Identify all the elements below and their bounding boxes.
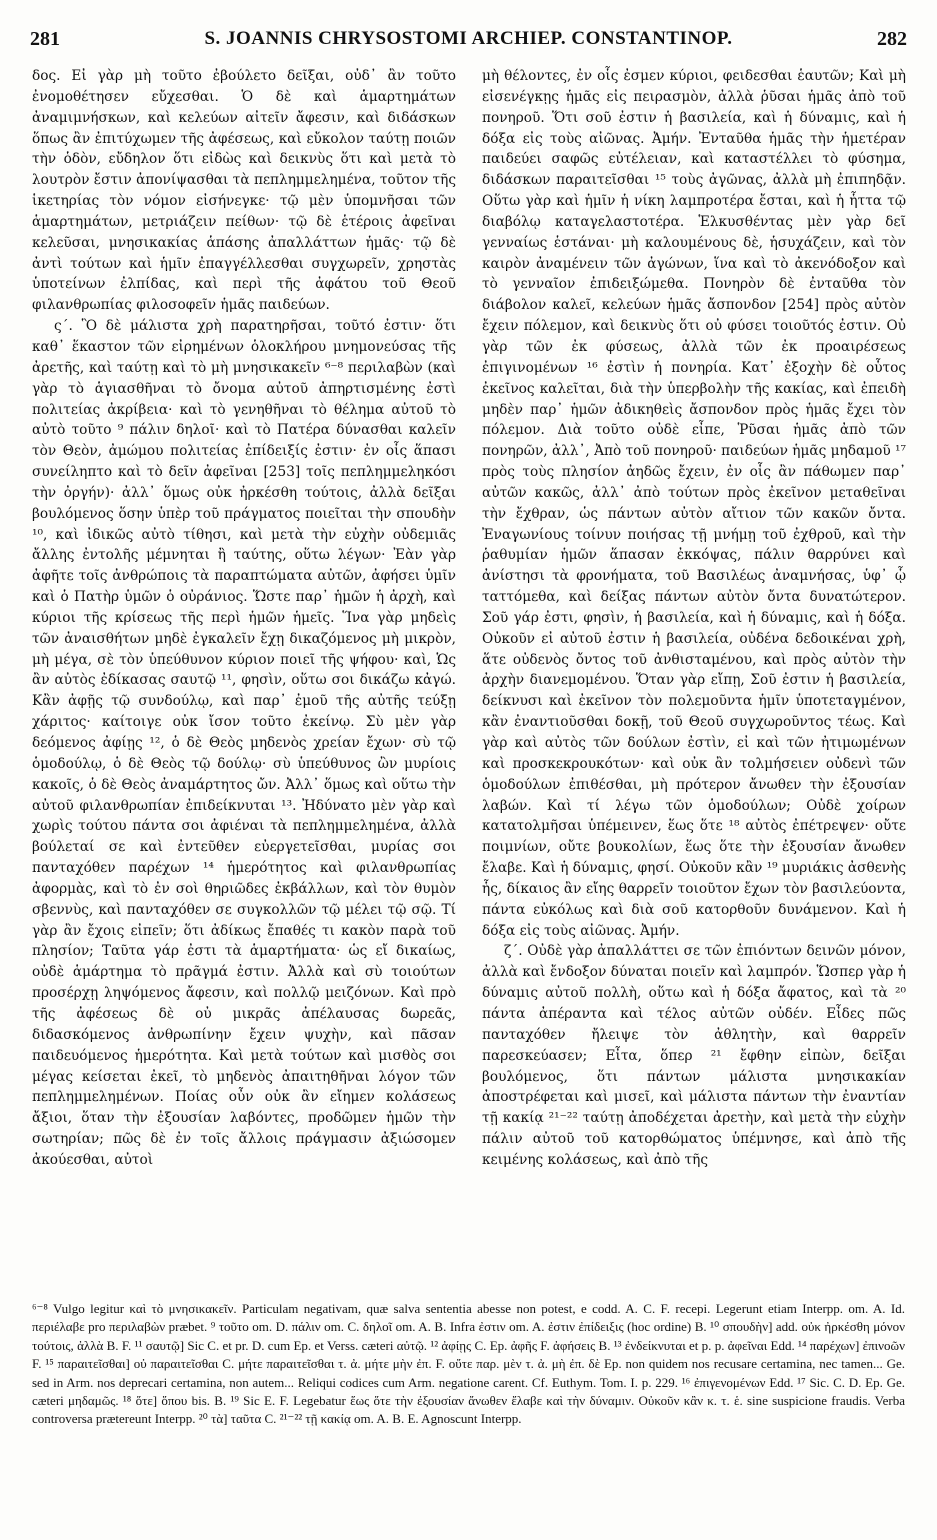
running-title: S. JOANNIS CHRYSOSTOMI ARCHIEP. CONSTANTINOP. <box>204 28 733 49</box>
footnotes: ⁶⁻⁸ Vulgo legitur καὶ τὸ μνησικακεῖν. Particulam negativam, quæ salva sententia abesse non potest, e codd. A. C. F. recepi. Legerunt etiam Interpp. om. A. Id. περιέλαβε pro περιλαβὼν præbet. ⁹ τοῦτο om. D. πάλιν om. C. δηλοῖ om. A. B. Infra ἐστιν om. A. ἐστιν ἐπίδειξις (hoc ordine) B. ¹⁰ σπουδὴν] add. οὐκ ἠρκέσθη μόνον τούτοις, ἀλλὰ B. F. ¹¹ σαυτῷ] Sic C. et pr. D. cum Ep. et Verss. cæteri αὐτῷ. ¹² ἀφίῃς C. Ep. ἀφῆς F. ἀφήσεις B. ¹³ ἐνδείκνυται et p. p. ἀφεῖναι Edd. ¹⁴ παρέχων] ἐπινοῶν F. ¹⁵ παραιτεῖσθαι] οὐ παραιτεῖσθαι C. μήτε παραιτεῖσθαι τ. ἀ. μήτε μὴν ἐπ. F. οὔτε παρ. μὲν τ. ἀ. μὴ ἐπ. δὲ Ep. non quidem nos recusare certamina, nec tamen... Ge. sed in Arm. nos deprecari certamina, non autem... Reliqui codices cum Arm. negatione carent. Cf. Euthym. Tom. I. p. 229. ¹⁶ ἐπιγενομένων Edd. ¹⁷ Sic. C. D. Ep. Ge. cæteri μηδαμῶς. ¹⁸ ὅτε] ὅπου bis. B. ¹⁹ Sic E. F. Legebatur ἕως ὅτε τὴν ἐξουσίαν ἄνωθεν ἔλαβε καὶ τὴν δύναμιν. Οὐκοῦν κἂν κ. τ. ἑ. sine suspicione fraudis. Verba controversa prætereunt Interpp. ²⁰ τὰ] ταῦτα C. ²¹⁻²² τῇ κακίᾳ om. A. B. E. Agnoscunt Interpp. <box>32 1301 905 1427</box>
page-number-left: 281 <box>30 28 60 50</box>
right-paragraph-1: μὴ θέλοντες, ἐν οἷς ἐσμεν κύριοι, φειδεσθαι ἑαυτῶν; Καὶ μὴ εἰσενέγκῃς ἡμᾶς εἰς πειρασμὸν, ἀλλὰ ῥῦσαι ἡμᾶς ἀπὸ τοῦ πονηροῦ. Ὅτι σοῦ ἐστιν ἡ βασιλεία, καὶ ἡ δύναμις, καὶ ἡ δόξα εἰς τοὺς αἰῶνας. Ἀμήν. Ἐνταῦθα ἡμᾶς τὴν ἡμετέραν παιδεύει σαφῶς εὐτέλειαν, καὶ καταστέλλει τὸ φύσημα, διδάσκων παραιτεῖσθαι ¹⁵ τοὺς ἀγῶνας, ἀλλὰ μὴ ἐπιπηδᾷν. Οὕτω γὰρ καὶ ἡμῖν ἡ νίκη λαμπροτέρα ἔσται, καὶ ἡ ἧττα τῷ διαβόλῳ καταγελαστοτέρα. Ἑλκυσθέντας μὲν γὰρ δεῖ γενναίως ἑστάναι· μὴ καλουμένους δὲ, ἡσυχάζειν, καὶ τὸν καιρὸν ἀναμένειν τῶν ἀγώνων, ἵνα καὶ τὸ ἀκενόδοξον καὶ τὸ γενναῖον ἐπιδειξώμεθα. Πονηρὸν δὲ ἐνταῦθα τὸν διάβολον καλεῖ, κελεύων ἡμᾶς ἄσπονδον [254] πρὸς αὐτὸν ἔχειν πόλεμον, καὶ δεικνὺς ὅτι οὐ φύσει τοιοῦτός ἐστιν. Οὐ γὰρ τῶν ἐκ φύσεως, ἀλλὰ τῶν ἐκ προαιρέσεως ἐπιγινομένων ¹⁶ ἐστὶν ἡ πονηρία. Κατ᾽ ἐξοχὴν δὲ οὗτος ἐκεῖνος καλεῖται, διὰ τὴν ὑπερβολὴν τῆς κακίας, καὶ ἐπειδὴ μηδὲν παρ᾽ ἡμῶν ἀδικηθεὶς ἄσπονδον πρὸς ἡμᾶς ἔχει τὸν πόλεμον. Διὰ τοῦτο οὐδὲ εἶπε, Ῥῦσαι ἡμᾶς ἀπὸ τῶν πονηρῶν, ἀλλ᾽, Ἀπὸ τοῦ πονηροῦ· παιδεύων ἡμᾶς μηδαμοῦ ¹⁷ πρὸς τοὺς πλησίον ἀηδῶς ἔχειν, ἐν οἷς ἂν πάθωμεν παρ᾽ αὐτῶν κακῶς, ἀλλ᾽ ἀπὸ τούτων πρὸς ἐκεῖνον μεταθεῖναι τὴν ἔχθραν, ὡς πάντων αὐτὸν αἴτιον τῶν κακῶν ὄντα. Ἐναγωνίους τοίνυν ποιήσας τῇ μνήμῃ τοῦ ἐχθροῦ, καὶ τὴν ῥαθυμίαν ἡμῶν ἅπασαν ἐκκόψας, πάλιν θαρρύνει καὶ ἀνίστησι τὰ φρονήματα, τοῦ Βασιλέως ἀναμνήσας, ὑφ᾽ ᾧ ταττόμεθα, καὶ δείξας πάντων αὐτὸν ὄντα δυνατώτερον. Σοῦ γάρ ἐστι, φησὶν, ἡ βασιλεία, καὶ ἡ δύναμις, καὶ ἡ δόξα. Οὐκοῦν εἰ αὐτοῦ ἐστιν ἡ βασιλεία, οὐδένα δεδοικέναι χρὴ, ἅτε οὐδενὸς ὄντος τοῦ ἀνθισταμένου, καὶ πρὸς αὐτὸν τὴν ἀρχὴν διανεμομένου. Ὅταν γὰρ εἴπῃ, Σοῦ ἐστιν ἡ βασιλεία, δείκνυσι καὶ ἐκεῖνον τὸν πολεμοῦντα ἡμῖν ὑποτεταγμένον, κἂν ἐναντιοῦσθαι δοκῇ, τοῦ Θεοῦ συγχωροῦντος τέως. Καὶ γὰρ καὶ αὐτὸς τῶν δούλων ἐστὶν, εἰ καὶ τῶν ἠτιμωμένων καὶ προσκεκρουκότων· καὶ οὐκ ἂν τολμήσειεν οὐδενὶ τῶν ὁμοδούλων ἐπιθέσθαι, μὴ πρότερον ἄνωθεν τὴν ἐξουσίαν λαβών. Καὶ τί λέγω τῶν ὁμοδούλων; Οὐδὲ χοίρων κατατολμῆσαι ὑπέμεινεν, ἕως ὅτε ¹⁸ αὐτὸς ἐπέτρεψεν· οὔτε ποιμνίων, οὔτε βουκολίων, ἕως ὅτε τὴν ἐξουσίαν ἄνωθεν ἔλαβε. Καὶ ἡ δύναμις, φησί. Οὐκοῦν κἂν ¹⁹ μυριάκις ἀσθενὴς ἧς, δίκαιος ἂν εἴης θαρρεῖν τοιοῦτον ἔχων τὸν βασιλεύοντα, πάντα εὐκόλως καὶ διὰ σοῦ κατορθοῦν δυνάμενον. Καὶ ἡ δόξα εἰς τοὺς αἰῶνας. Ἀμήν. <box>482 68 906 939</box>
running-header <box>30 28 907 58</box>
left-paragraph-2: ς´. Ὃ δὲ μάλιστα χρὴ παρατηρῆσαι, τοῦτό ἐστιν· ὅτι καθ᾽ ἕκαστον τῶν εἰρημένων ὁλοκλήρου μνημονεύσας τῆς ἀρετῆς, καὶ ταύτῃ καὶ τὸ μὴ μνησικακεῖν ⁶⁻⁸ περιλαβὼν (καὶ γὰρ τὸ ἁγιασθῆναι τὸ ὄνομα αὐτοῦ ἀπηρτισμένης ἐστὶ πολιτείας ἀκρίβεια· καὶ τὸ γενηθῆναι τὸ θέλημα αὐτοῦ τὸ αὐτὸ τοῦτο ⁹ πάλιν δηλοῖ· καὶ τὸ Πατέρα δύνασθαι καλεῖν τὸν Θεὸν, ἀμώμου πολιτείας ἐπίδειξίς ἐστιν· ἐν οἷς ἅπασι συνείληπτο καὶ τὸ δεῖν ἀφεῖναι [253] τοῖς πεπλημμεληκόσι τὴν ὀργήν)· ἀλλ᾽ ὅμως οὐκ ἠρκέσθη τούτοις, ἀλλὰ δεῖξαι βουλόμενος ὅσην ὑπὲρ τοῦ πράγματος ποιεῖται τὴν σπουδὴν ¹⁰, καὶ ἰδικῶς αὐτὸ τίθησι, καὶ μετὰ τὴν εὐχὴν οὐδεμιᾶς ἄλλης ἐντολῆς μέμνηται ἢ ταύτης, οὕτω λέγων· Ἐὰν γὰρ ἀφῆτε τοῖς ἀνθρώποις τὰ παραπτώματα αὐτῶν, ἀφήσει ὑμῖν καὶ ὁ Πατὴρ ὑμῶν ὁ οὐράνιος. Ὥστε παρ᾽ ἡμῶν ἡ ἀρχὴ, καὶ κύριοι τῆς κρίσεως τῆς περὶ ἡμῶν ἡμεῖς. Ἵνα γὰρ μηδεὶς τῶν ἀναισθήτων μηδὲ ἐγκαλεῖν ἔχῃ δικαζόμενος μὴ μικρὸν, μὴ μέγα, σὲ τὸν ὑπεύθυνον κύριον ποιεῖ τῆς ψήφου· καὶ, Ὡς ἂν αὐτὸς ἐδίκασας σαυτῷ ¹¹, φησὶν, οὕτω σοι δικάζω κἀγώ. Κἂν ἀφῇς τῷ συνδούλῳ, καὶ παρ᾽ ἐμοῦ τῆς αὐτῆς τεύξῃ χάριτος· καίτοιγε οὐκ ἴσον τοῦτο ἐκείνῳ. Σὺ μὲν γὰρ δεόμενος ἀφίῃς ¹², ὁ δὲ Θεὸς μηδενὸς χρείαν ἔχων· σὺ τῷ ὁμοδούλῳ, ὁ δὲ Θεὸς τῷ δούλῳ· σὺ ὑπεύθυνος ὢν μυρίοις κακοῖς, ὁ δὲ Θεὸς ἀναμάρτητος ὤν. Ἀλλ᾽ ὅμως καὶ οὕτω τὴν αὐτοῦ φιλανθρωπίαν ἐπιδείκνυται ¹³. Ἠδύνατο μὲν γὰρ καὶ χωρὶς τούτου πάντα σοι ἀφιέναι τὰ πεπλημμελημένα, ἀλλὰ βούλεταί σε καὶ ἐντεῦθεν εὐεργετεῖσθαι, μυρίας σοι πανταχόθεν παρέχων ¹⁴ ἡμερότητος καὶ φιλανθρωπίας ἀφορμὰς, καὶ τὸ ἐν σοὶ θηριῶδες ἐκβάλλων, καὶ τὸν θυμὸν σβεννὺς, καὶ πανταχόθεν σε συγκολλῶν τῷ μέλει τῷ σῷ. Τί γὰρ ἂν ἔχοις εἰπεῖν; ὅτι ἀδίκως ἔπαθές τι κακὸν παρὰ τοῦ πλησίον; Ταῦτα γάρ ἐστι τὰ ἁμαρτήματα· ὡς εἴ δικαίως, οὐδὲ ἁμάρτημα τὸ πρᾶγμά ἐστιν. Ἀλλὰ καὶ σὺ τοιούτων προσέρχῃ ληψόμενος ἄφεσιν, καὶ πολλῷ μειζόνων. Καὶ πρὸ τῆς ἀφέσεως δὲ οὐ μικρᾶς ἀπέλαυσας δωρεᾶς, διδασκόμενος ἀνθρωπίνην ἔχειν ψυχὴν, καὶ πᾶσαν παιδευόμενος ἡμερότητα. Καὶ μετὰ τούτων καὶ μισθὸς σοι μέγας κείσεται ἐκεῖ, τὸ μηδενὸς ἀπαιτηθῆναι λόγον τῶν πεπλημμελημένων. Ποίας οὖν οὐκ ἂν εἴημεν κολάσεως ἄξιοι, ὅταν τὴν ἐξουσίαν λαβόντες, προδῶμεν ἡμῶν τὴν σωτηρίαν; πῶς δὲ ἐν τοῖς ἄλλοις πράγμασιν ἀξιώσομεν ἀκούεσθαι, αὐτοὶ <box>32 318 456 1168</box>
page-number-right: 282 <box>877 28 907 50</box>
left-paragraph-1: δος. Εἰ γὰρ μὴ τοῦτο ἐβούλετο δεῖξαι, οὐδ᾽ ἂν τοῦτο ἐνομοθέτησεν εὔχεσθαι. Ὁ δὲ καὶ ἁμαρτημάτων ἀναμιμνήσκων, καὶ κελεύων αἰτεῖν ἄφεσιν, καὶ διδάσκων ὅπως ἂν ἐπιτύχωμεν τῆς ἀφέσεως, καὶ εὔκολον ταύτῃ ποιῶν τὴν ὁδὸν, εὔδηλον ὅτι εἰδὼς καὶ δεικνὺς ὅτι καὶ μετὰ τὸ λουτρὸν ἔστιν ἀπονίψασθαι τὰ πεπλημμελημένα, τοῦτον τῆς ἱκετηρίας τὸν νόμον εἰσήνεγκε· τῷ μὲν ὑπομνῆσαι τῶν ἁμαρτημάτων, μετριάζειν πείθων· τῷ δὲ ἑτέροις ἀφεῖναι κελεῦσαι, μνησικακίας ἁπάσης ἀπαλλάττων ἡμᾶς· τῷ δὲ ἀντὶ τούτων καὶ ἡμῖν ἐπαγγέλλεσθαι συγχωρεῖν, χρηστὰς ὑποτείνων ἐλπίδας, καὶ περὶ τῆς ἀφάτου τοῦ Θεοῦ φιλανθρωπίας φιλοσοφεῖν ἡμᾶς παιδεύων. <box>32 68 456 314</box>
right-column <box>482 66 906 1266</box>
right-paragraph-2: ζ´. Οὐδὲ γὰρ ἀπαλλάττει σε τῶν ἐπιόντων δεινῶν μόνον, ἀλλὰ καὶ ἔνδοξον δύναται ποιεῖν καὶ λαμπρόν. Ὥσπερ γὰρ ἡ δύναμις αὐτοῦ πολλὴ, οὕτω καὶ ἡ δόξα ἄφατος, καὶ τὰ ²⁰ πάντα ἀπέραντα καὶ τέλος αὐτῶν οὐδέν. Εἶδες πῶς πανταχόθεν ἤλειψε τὸν ἀθλητὴν, καὶ θαρρεῖν παρεσκεύασεν; Εἶτα, ὅπερ ²¹ ἔφθην εἰπὼν, δεῖξαι βουλόμενος, ὅτι πάντων μάλιστα μνησικακίαν ἀποστρέφεται καὶ μισεῖ, καὶ μάλιστα πάντων τὴν ἐναντίαν τῇ κακίᾳ ²¹⁻²² ταύτῃ ἀποδέχεται ἀρετὴν, καὶ μετὰ τὴν εὐχὴν πάλιν αὐτοῦ τοῦ κατορθώματος ὑπέμνησε, καὶ ἀπὸ τῆς κειμένης κολάσεως, καὶ ἀπὸ τῆς <box>482 943 906 1168</box>
left-column <box>32 66 456 1266</box>
